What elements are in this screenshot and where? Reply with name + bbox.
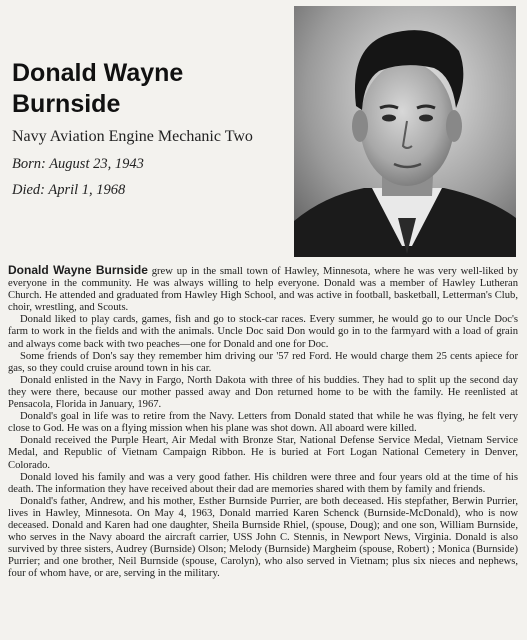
- name-line-1: Donald Wayne: [12, 59, 184, 87]
- bio-paragraph: Donald received the Purple Heart, Air Medal with Bronze Star, National Defense Service Medal, Vietnam Service Medal, and Republic of Vietnam Campaign Ribbon. He is buried at Fort Logan National Cemetery in Denver, Colorado.: [8, 435, 518, 471]
- person-name: [12, 58, 183, 120]
- bio-paragraph: Donald's goal in life was to retire from the Navy. Letters from Donald stated that while he was flying, he felt very close to God. He was on a flying mission when his plane was shot down. All aboard were killed.: [8, 411, 518, 435]
- bio-lead-name: Donald Wayne Burnside: [8, 263, 148, 277]
- bio-paragraph: [8, 264, 518, 314]
- portrait-photo-graphic: [294, 6, 516, 257]
- name-line-2: Burnside: [12, 90, 121, 118]
- bio-paragraph-text: grew up in the small town of Hawley, Minnesota, where he was very well-liked by everyone in the community. He was always willing to help everyone. Donald was a member of Hawley Lutheran Church. He attended and graduated from Hawley High School, and was active in football, basketball, Letterman's Club, choir, wrestling, and Scouts.: [8, 266, 519, 314]
- portrait-photo-icon: [294, 6, 516, 257]
- birth-date: Born: August 23, 1943: [12, 156, 144, 172]
- bio-paragraph: Donald's father, Andrew, and his mother, Esther Burnside Purrier, are both deceased. His stepfather, Berwin Purrier, lives in Hawley, Minnesota. On May 4, 1963, Donald married Karen Schenck (Burnside-McDonald), who is now deceased. Donald and Karen had one daughter, Sheila Burnside Rhiel, (spouse, Doug); and one son, William Burnside, who serves in the Navy aboard the aircraft carrier, USS John C. Stennis, in Newport News, Virginia. Donald is also survived by three sisters, Audrey (Burnside) Olson; Melody (Burnside) Margheim (spouse, Robert) ; Monica (Burnside) Purrier; and one brother, Neil Burnside (spouse, Carolyn), who also served in Vietnam; plus six nieces and nephews, four of whom have, or are, serving in the military.: [8, 495, 518, 580]
- death-date: Died: April 1, 1968: [12, 182, 126, 198]
- biography-text: [8, 264, 518, 580]
- bio-paragraph: Donald liked to play cards, games, fish and go to stock-car races. Every summer, he would go to our Uncle Doc's farm to work in the fields and with the animals. Uncle Doc said Don would go in to the farmyard with a load of grain and always come back with two peaches—one for Donald and one for Doc.: [8, 314, 518, 350]
- service-rank: Navy Aviation Engine Mechanic Two: [12, 128, 253, 145]
- bio-paragraph: Donald loved his family and was a very good father. His children were three and four years old at the time of his death. The information they have received about their dad are memories shared with them by family and friends.: [8, 471, 518, 495]
- bio-paragraph: Donald enlisted in the Navy in Fargo, North Dakota with three of his buddies. They had to split up the second day they were there, because our mother passed away and Don returned home to be with the family. He reenlisted at Pensacola, Florida in January, 1967.: [8, 374, 518, 411]
- bio-paragraph: Some friends of Don's say they remember him driving our '57 red Ford. He would charge them 25 cents apiece for gas, so they could cruise around town in his car.: [8, 350, 518, 374]
